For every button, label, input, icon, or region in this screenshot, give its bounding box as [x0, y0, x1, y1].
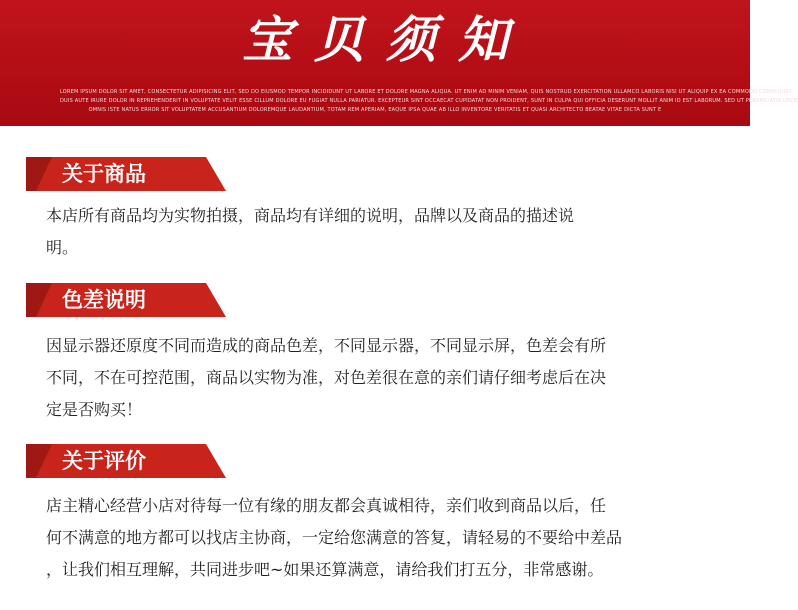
paragraph-line: 因显示器还原度不同而造成的商品色差，不同显示器，不同显示屏，色差会有所 — [46, 336, 607, 355]
section-heading-about-product — [26, 157, 226, 191]
paragraph-line: 店主精心经营小店对待每一位有缘的朋友都会真诚相待，亲们收到商品以后，任 — [46, 496, 607, 515]
paragraph-line: ，让我们相互理解，共同进步吧~如果还算满意，请给我们打五分，非常感谢。 — [46, 560, 604, 579]
banner-subtitle-line: LOREM IPSUM DOLOR SIT AMET, CONSECTETUR ADIPISICING ELIT, SED DO EIUSMOD TEMPOR INCIDIDUNT UT LABORE ET DOLORE MAGNA ALIQUA. UT ENIM AD MINIM VENIAM, QUIS NOSTRUD EXERCITATION ULLAMCO LABORIS NISI UT ALIQUIP EX EA COMMODO CONSEQUAT. — [60, 89, 794, 95]
banner-subtitle — [60, 88, 798, 115]
section-body-about-product — [46, 200, 706, 264]
paragraph-line: 何不满意的地方都可以找店主协商，一定给您满意的答复，请轻易的不要给中差品 — [46, 528, 623, 547]
page-title: 宝贝须知 — [242, 10, 530, 69]
banner-subtitle-line: DUIS AUTE IRURE DOLOR IN REPREHENDERIT IN VOLUPTATE VELIT ESSE CILLUM DOLORE EU FUGIAT NULLA PARIATUR. EXCEPTEUR SINT OCCAECAT CUPIDATAT NON PROIDENT, SUNT IN CULPA QUI OFFICIA DESERUNT MOLLIT ANIM ID EST LABORUM. SED UT PERSPICIATIS UNDE — [60, 98, 798, 104]
section-body-about-reviews — [46, 490, 706, 586]
banner-subtitle-line: OMNIS ISTE NATUS ERROR SIT VOLUPTATEM ACCUSANTIUM DOLOREMQUE LAUDANTIUM, TOTAM REM APERIAM, EAQUE IPSA QUAE AB ILLO INVENTORE VERITATIS ET QUASI ARCHITECTO BEATAE VITAE DICTA SUNT E — [88, 107, 662, 113]
section-body-color-difference — [46, 330, 706, 426]
paragraph-line: 明。 — [46, 238, 79, 257]
section-heading-color-difference — [26, 283, 226, 317]
paragraph-line: 本店所有商品均为实物拍摄，商品均有详细的说明，品牌以及商品的描述说 — [46, 206, 575, 225]
paragraph-line: 定是否购买！ — [46, 400, 143, 419]
header-banner — [0, 0, 798, 126]
section-heading-about-reviews — [26, 444, 226, 478]
paragraph-line: 不同，不在可控范围，商品以实物为准，对色差很在意的亲们请仔细考虑后在决 — [46, 368, 607, 387]
section-heading-label: 关于商品 — [62, 162, 146, 186]
section-heading-label: 色差说明 — [62, 288, 146, 312]
section-heading-label: 关于评价 — [62, 449, 146, 473]
